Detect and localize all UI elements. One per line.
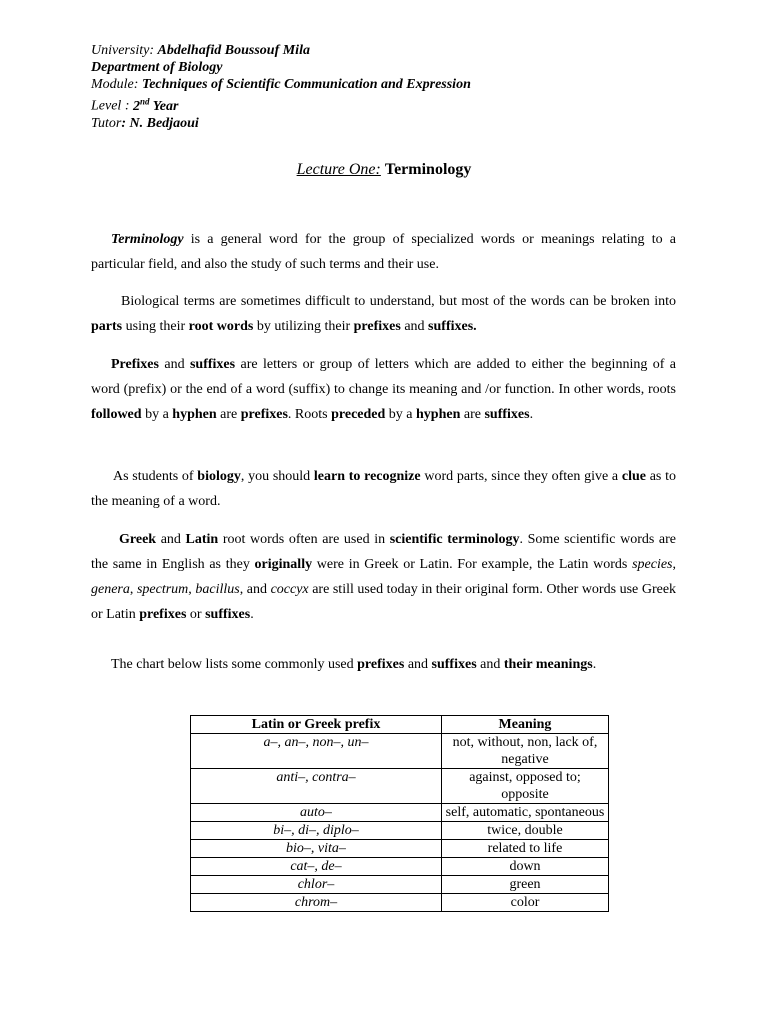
emphasis: originally bbox=[254, 557, 313, 572]
latin-word: species bbox=[632, 557, 673, 572]
paragraph-text: as to the meaning of a word. bbox=[91, 469, 676, 509]
level-number: 2 bbox=[132, 98, 140, 114]
level-ordinal: nd bbox=[139, 96, 150, 106]
department-name: Department of Biology bbox=[91, 60, 223, 75]
paragraph-text: . bbox=[250, 607, 254, 622]
paragraph-text: by utilizing their bbox=[253, 319, 354, 334]
tutor-name: : N. Bedjaoui bbox=[121, 115, 199, 131]
prefix-cell: chrom– bbox=[191, 894, 442, 912]
emphasis: clue bbox=[621, 469, 646, 484]
prefix-cell: a–, an–, non–, un– bbox=[191, 734, 442, 769]
meaning-cell: color bbox=[442, 894, 609, 912]
table-row bbox=[191, 769, 609, 804]
lecture-title bbox=[0, 161, 768, 179]
paragraph-text: . bbox=[592, 657, 597, 672]
emphasis: suffixes bbox=[205, 607, 251, 622]
paragraph-text: Biological terms are sometimes difficult to understand, but most of the words can be broken into bbox=[121, 294, 676, 309]
module-line bbox=[91, 76, 471, 93]
emphasis: followed bbox=[91, 407, 142, 422]
emphasis: biology bbox=[197, 469, 241, 484]
prefix-cell: anti–, contra– bbox=[191, 769, 442, 804]
level-label: Level : bbox=[91, 98, 130, 114]
level-line bbox=[91, 93, 471, 115]
emphasis: prefixes bbox=[240, 407, 288, 422]
emphasis: hyphen bbox=[172, 407, 217, 422]
paragraph-chart-intro bbox=[91, 652, 676, 677]
paragraph-text: , and bbox=[239, 582, 271, 597]
column-header-prefix: Latin or Greek prefix bbox=[191, 716, 442, 734]
meaning-cell: down bbox=[442, 858, 609, 876]
latin-word: coccyx bbox=[270, 582, 309, 597]
university-line bbox=[91, 42, 471, 59]
latin-word: genera bbox=[91, 582, 130, 597]
paragraph-text: were in Greek or Latin. For example, the Latin words bbox=[312, 557, 633, 572]
paragraph-text: is a general word for the group of specialized words or meanings relating to a particular field, and also the study of such terms and their use. bbox=[91, 232, 676, 272]
lecture-topic: Terminology bbox=[384, 161, 472, 178]
lecture-number: Lecture One: bbox=[296, 161, 381, 178]
paragraph-greek-latin bbox=[91, 527, 676, 627]
table-row bbox=[191, 876, 609, 894]
paragraph-text: and bbox=[158, 357, 190, 372]
level-year: Year bbox=[152, 98, 179, 114]
emphasis: learn to recognize bbox=[313, 469, 421, 484]
prefix-cell: bio–, vita– bbox=[191, 840, 442, 858]
paragraph-biological-terms bbox=[91, 289, 676, 339]
column-header-meaning: Meaning bbox=[442, 716, 609, 734]
emphasis: Latin bbox=[185, 532, 219, 547]
paragraph-text: or bbox=[186, 607, 206, 622]
prefix-cell: auto– bbox=[191, 804, 442, 822]
emphasis: suffixes bbox=[189, 357, 236, 372]
paragraph-text: using their bbox=[122, 319, 189, 334]
paragraph-text: by a bbox=[141, 407, 173, 422]
emphasis: their meanings bbox=[503, 657, 593, 672]
emphasis: parts bbox=[91, 319, 123, 334]
paragraph-text: . Some scientific words are the same in English as they bbox=[91, 532, 677, 572]
meaning-cell: against, opposed to; opposite bbox=[442, 769, 609, 804]
meaning-cell: self, automatic, spontaneous bbox=[442, 804, 609, 822]
prefix-table bbox=[190, 715, 609, 912]
paragraph-text: by a bbox=[385, 407, 417, 422]
emphasis: preceded bbox=[331, 407, 386, 422]
table-header-row bbox=[191, 716, 609, 734]
tutor-label: Tutor bbox=[91, 115, 122, 131]
emphasis: root words bbox=[188, 319, 254, 334]
table-row bbox=[191, 734, 609, 769]
term-terminology: Terminology bbox=[111, 232, 184, 247]
table-row bbox=[191, 822, 609, 840]
paragraph-text: The chart below lists some commonly used bbox=[111, 657, 358, 672]
paragraph-text: As students of bbox=[113, 469, 198, 484]
meaning-cell: related to life bbox=[442, 840, 609, 858]
emphasis: suffixes bbox=[484, 407, 530, 422]
module-name: Techniques of Scientific Communication and Expression bbox=[141, 77, 471, 92]
university-name: Abdelhafid Boussouf Mila bbox=[157, 43, 310, 58]
paragraph-text: and bbox=[404, 657, 432, 672]
paragraph-text: and bbox=[476, 657, 504, 672]
table-row bbox=[191, 840, 609, 858]
emphasis: prefixes bbox=[353, 319, 401, 334]
paragraph-text: and bbox=[400, 319, 429, 334]
emphasis: scientific terminology bbox=[389, 532, 520, 547]
level-value bbox=[132, 96, 179, 114]
paragraph-terminology-definition bbox=[91, 227, 676, 277]
emphasis: suffixes. bbox=[428, 319, 477, 334]
prefix-cell: chlor– bbox=[191, 876, 442, 894]
department-line bbox=[91, 59, 471, 76]
emphasis: suffixes bbox=[431, 657, 477, 672]
emphasis: prefixes bbox=[357, 657, 405, 672]
emphasis: Greek bbox=[119, 532, 157, 547]
paragraph-text: . Roots bbox=[287, 407, 332, 422]
paragraph-text: word parts, since they often give a bbox=[420, 469, 622, 484]
emphasis: hyphen bbox=[416, 407, 461, 422]
latin-word: bacillus bbox=[195, 582, 240, 597]
table-row bbox=[191, 894, 609, 912]
paragraph-text: are bbox=[460, 407, 485, 422]
university-label: University: bbox=[91, 43, 154, 58]
tutor-line bbox=[91, 115, 471, 132]
meaning-cell: twice, double bbox=[442, 822, 609, 840]
meaning-cell: green bbox=[442, 876, 609, 894]
paragraph-text: are letters or group of letters which are added to either the beginning of a word (prefix) or the end of a word (suffix) to change its meaning and /or function. In other words, roots bbox=[91, 357, 677, 397]
table-row bbox=[191, 804, 609, 822]
table-row bbox=[191, 858, 609, 876]
meaning-cell: not, without, non, lack of, negative bbox=[442, 734, 609, 769]
paragraph-text: , you should bbox=[240, 469, 314, 484]
paragraph-text: and bbox=[156, 532, 186, 547]
paragraph-prefixes-suffixes bbox=[91, 352, 676, 427]
emphasis: prefixes bbox=[139, 607, 187, 622]
module-label: Module: bbox=[91, 77, 139, 92]
emphasis: Prefixes bbox=[111, 357, 159, 372]
paragraph-text: , bbox=[188, 582, 196, 597]
course-header bbox=[91, 42, 471, 132]
paragraph-text: , bbox=[129, 582, 137, 597]
prefix-cell: cat–, de– bbox=[191, 858, 442, 876]
paragraph-text: are bbox=[216, 407, 241, 422]
paragraph-students bbox=[91, 464, 676, 514]
paragraph-text: , bbox=[672, 557, 676, 572]
prefix-cell: bi–, di–, diplo– bbox=[191, 822, 442, 840]
paragraph-text: root words often are used in bbox=[218, 532, 390, 547]
paragraph-text: are still used today in their original form. Other words use Greek or Latin bbox=[91, 582, 677, 622]
latin-word: spectrum bbox=[136, 582, 189, 597]
paragraph-text: . bbox=[529, 407, 534, 422]
